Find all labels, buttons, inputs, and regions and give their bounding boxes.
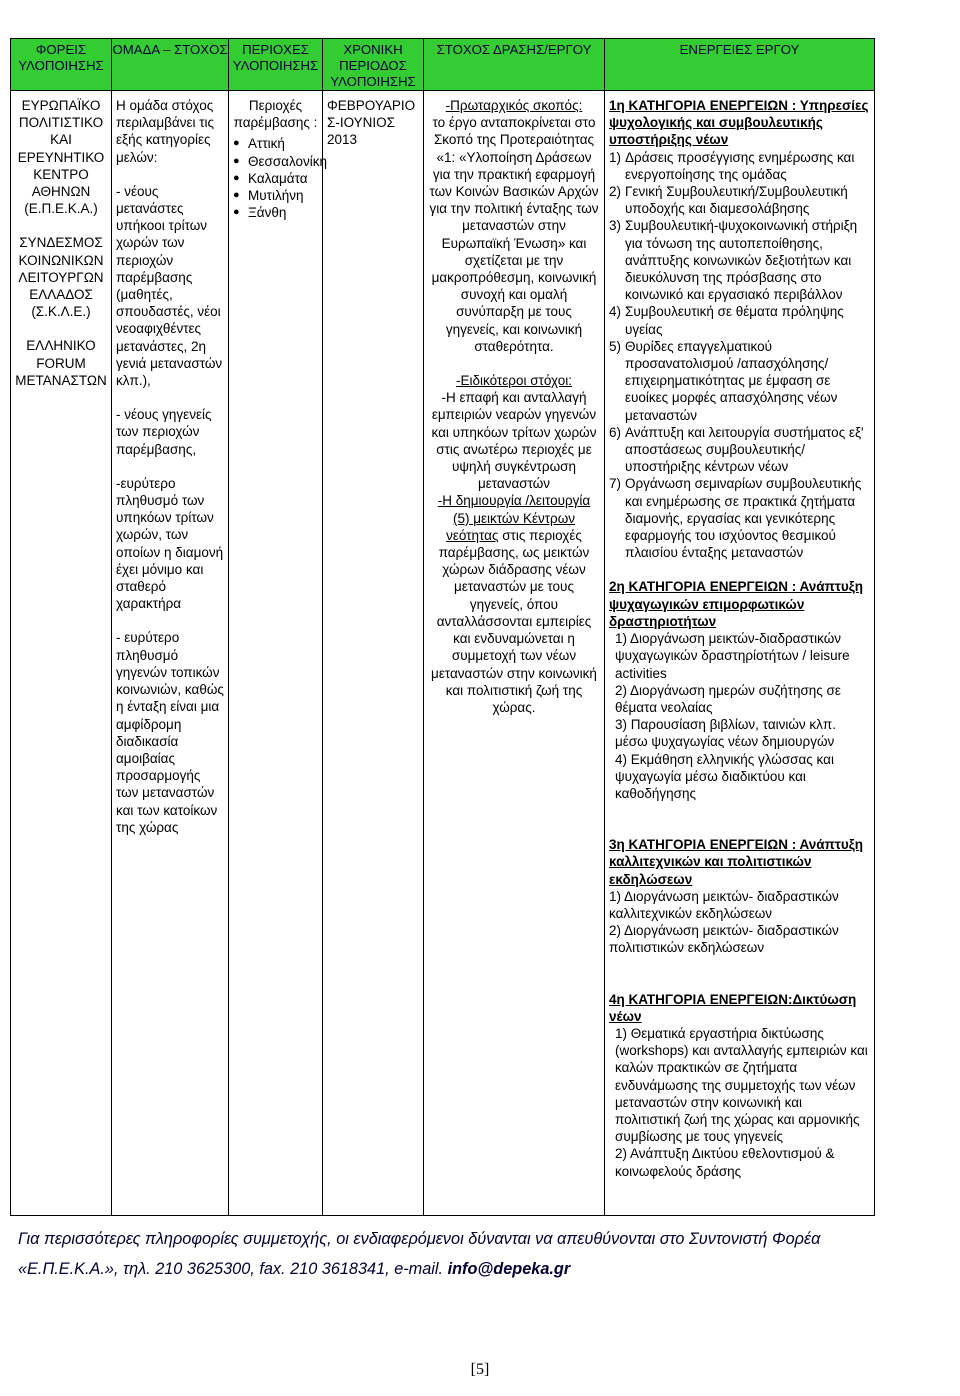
specific-goals-label: -Ειδικότεροι στόχοι: bbox=[456, 373, 572, 389]
specific-goal-2-underlined: -Η δημιουργία /λειτουργία (5) μεικτών Κέντρων νεότητας bbox=[437, 493, 591, 543]
list-item: ● Αττική bbox=[233, 135, 318, 152]
list-item: 4) Συμβουλευτική σε θέματα πρόληψης υγείας bbox=[609, 304, 844, 337]
category-1-list bbox=[609, 149, 870, 562]
list-item: 1) Διοργάνωση μεικτών-διαδραστικών ψυχαγωγικών δραστηρίοτήτων / leisure activities bbox=[615, 631, 850, 681]
list-item: 2) Διοργάνωση ημερών συζήτησης σε θέματα νεολαίας bbox=[615, 682, 841, 715]
list-item: 4) Εκμάθηση ελληνικής γλώσσας και ψυχαγωγία μέσω διαδικτύου και καθοδήγησης bbox=[615, 751, 834, 801]
list-item: 1) Δράσεις προσέγγισης ενημέρωσης και ενεργοποίησης της ομάδας bbox=[609, 149, 855, 182]
specific-goal-1: -Η επαφή και ανταλλαγή εμπειριών νεαρών γηγενών και υπηκόων τρίτων χωρών στις ανωτέρω περιοχές με υψηλή συγκέντρωση μεταναστών bbox=[431, 390, 597, 492]
list-item: 1) Θεματικά εργαστήρια δικτύωσης (workshops) και ανταλλαγής εμπειριών και καλών πρακτικών σε ζητήματα ενδυνάμωσης της συμμετοχής των νέων μεταναστών στην κοινωνική και πολιτιστική ζωή της χώρας και αρμονικής συμβίωσης με τους γηγενείς bbox=[615, 1025, 868, 1145]
table-row bbox=[11, 91, 875, 1216]
footer-line-2: «Ε.Π.Ε.Κ.Α.», τηλ. 210 3625300, fax. 210 3618341, e-mail. info@depeka.gr bbox=[18, 1260, 571, 1278]
category-3-title: 3η ΚΑΤΗΓΟΡΙΑ ΕΝΕΡΓΕΙΩΝ : Ανάπτυξη καλλιτεχνικών και πολιτιστικών εκδηλώσεων bbox=[609, 837, 863, 887]
cell-organizations bbox=[11, 91, 112, 1216]
header-areas: ΠΕΡΙΟΧΕΣ ΥΛΟΠΟΙΗΣΗΣ bbox=[229, 39, 323, 91]
category-1-title: 1η ΚΑΤΗΓΟΡΙΑ ΕΝΕΡΓΕΙΩΝ : Υπηρεσίες ψυχολογικής και συμβουλευτικής υποστήριξης νέων bbox=[609, 98, 869, 148]
specific-goal-2 bbox=[428, 492, 600, 716]
primary-goal-label: -Πρωταρχικός σκοπός: bbox=[445, 98, 583, 113]
category-2-title: 2η ΚΑΤΗΓΟΡΙΑ ΕΝΕΡΓΕΙΩΝ : Ανάπτυξη ψυχαγωγικών επιμορφωτικών δραστηριοτήτων bbox=[609, 579, 863, 629]
list-item: ● Μυτιλήνη bbox=[233, 187, 318, 204]
org-skle: ΣΥΝΔΕΣΜΟΣ ΚΟΙΝΩΝΙΚΩΝ ΛΕΙΤΟΥΡΓΩΝ ΕΛΛΑΔΟΣ (Σ.Κ.Λ.Ε.) bbox=[18, 235, 104, 320]
list-item: 5) Θυρίδες επαγγελματικού προσανατολισμού /απασχόλησης/επιχειρηματικότητας με έμφαση σε ευοίκες μορφές απασχόλησης νέων μεταναστών bbox=[609, 338, 838, 423]
areas-intro: Περιοχές παρέμβασης : bbox=[233, 98, 318, 131]
contact-footer bbox=[18, 1224, 918, 1284]
list-item: 2) Διοργάνωση μεικτών- διαδραστικών πολιτιστικών εκδηλώσεων bbox=[609, 923, 839, 956]
list-item: 3) Παρουσίαση βιβλίων, ταινιών κλπ. μέσω ψυχαγωγίας νέων δημιουργών bbox=[615, 717, 836, 750]
header-objective: ΣΤΟΧΟΣ ΔΡΑΣΗΣ/ΕΡΓΟΥ bbox=[424, 39, 605, 91]
list-item: 3) Συμβουλευτική-ψυχοκοινωνική στήριξη για τόνωση της αυτοπεποίθησης, ανάπτυξης κοινωνικών δεξιοτήτων και διευκόλυνση της πρόσβασης στο κοινωνικό και εργασιακό περιβάλλον bbox=[609, 218, 858, 303]
list-item: 2) Γενική Συμβουλευτική/Συμβουλευτική υποδοχής και διαμεσολάβησης bbox=[609, 184, 848, 217]
cell-areas bbox=[229, 91, 328, 1216]
primary-goal-text: το έργο ανταποκρίνεται στο Σκοπό της Προτεραιότητας «1: «Υλοποίηση Δράσεων για την πρακτική εφαρμογή των Κοινών Βασικών Αρχών για την πολιτική ένταξης των μεταναστών στην Ευρωπαϊκή Ένωση» και σχετίζεται με την μακροπρόθεσμη, κοινωνική συνοχή και ομαλή συνύπαρξη με τους γηγενείς, και κοινωνική σταθερότητα. bbox=[429, 115, 599, 354]
target-intro: Η ομάδα στόχος περιλαμβάνει τις εξής κατηγορίες μελών: bbox=[116, 98, 215, 165]
specific-goal-2-rest: στις περιοχές παρέμβασης, ως μεικτών χώρων διάδρασης νέων μεταναστών με τους γηγενείς, όπου ανταλλάσσονται εμπειρίες και ενδυναμώνεται η συμμετοχή των νέων μεταναστών στην κοινωνική και πολιτιστική ζωή της χώρας. bbox=[431, 527, 597, 715]
category-4-title: 4η ΚΑΤΗΓΟΡΙΑ ΕΝΕΡΓΕΙΩΝ:Δικτύωση νέων bbox=[609, 991, 857, 1024]
org-forum: ΕΛΛΗΝΙΚΟ FORUM ΜΕΤΑΝΑΣΤΩΝ bbox=[15, 338, 107, 388]
cell-objective bbox=[424, 91, 605, 1216]
period-text: ΦΕΒΡΟΥΑΡΙΟ Σ-ΙΟΥΝΙΟΣ 2013 bbox=[327, 98, 416, 148]
target-young-migrants: - νέους μετανάστες υπήκοοι τρίτων χωρών των περιοχών παρέμβασης (μαθητές, σπουδαστές, νέοι νεοαφιχθέντες μετανάστες, 2η γενιά μεταναστών κλπ.), bbox=[116, 183, 223, 389]
target-young-natives: - νέους γηγενείς των περιοχών παρέμβασης, bbox=[116, 407, 212, 457]
footer-line-1: Για περισσότερες πληροφορίες συμμετοχής, οι ενδιαφερόμενοι δύνανται να απευθύνονται στο Συντονιστή Φορέα bbox=[18, 1230, 821, 1248]
list-item: 2) Ανάπτυξη Δικτύου εθελοντισμού & κοινωφελούς δράσης bbox=[615, 1146, 835, 1179]
header-target-group: ΟΜΑΔΑ – ΣΤΟΧΟΣ bbox=[112, 39, 229, 91]
target-wider-natives: - ευρύτερο πληθυσμό γηγενών τοπικών κοινωνιών, καθώς η ένταξη είναι μια αμφίδρομη διαδικασία αμοιβαίας προσαρμογής των μεταναστών και των κατοίκων της χώρας bbox=[116, 630, 224, 835]
list-item: 1) Διοργάνωση μεικτών- διαδραστικών καλλιτεχνικών εκδηλώσεων bbox=[609, 888, 839, 921]
list-item: 6) Ανάπτυξη και λειτουργία συστήματος εξ' αποστάσεως συμβουλευτικής/ υποστήριξης κέντρων νέων bbox=[609, 424, 864, 475]
cell-target-group bbox=[112, 91, 229, 1216]
activities-table bbox=[10, 38, 875, 1216]
areas-list bbox=[233, 135, 328, 221]
list-item: ● Ξάνθη bbox=[233, 204, 318, 221]
header-organizations: ΦΟΡΕΙΣ ΥΛΟΠΟΙΗΣΗΣ bbox=[11, 39, 112, 91]
list-item: ● Καλαμάτα bbox=[233, 170, 318, 187]
list-item: ● Θεσσαλονίκη bbox=[233, 153, 318, 170]
cell-period bbox=[323, 91, 424, 1216]
cell-actions bbox=[605, 91, 875, 1216]
contact-email-link[interactable]: info@depeka.gr bbox=[447, 1260, 571, 1278]
list-item: 7) Οργάνωση σεμιναρίων συμβουλευτικής και ενημέρωσης σε πρακτικά ζητήματα διαμονής, εργασίας και γενικότερης εφαρμογής του ισχύοντος θεσμικού πλαισίου ένταξης μεταναστών bbox=[609, 476, 862, 561]
page-number: [5] bbox=[470, 1361, 490, 1378]
target-wider-migrants: -ευρύτερο πληθυσμό των υπηκόων τρίτων χωρών, των οποίων η διαμονή έχει μόνιμο και σταθερό χαρακτήρα bbox=[116, 475, 224, 612]
org-epeka: ΕΥΡΩΠΑΪΚΟ ΠΟΛΙΤΙΣΤΙΚΟ ΚΑΙ ΕΡΕΥΝΗΤΙΚΟ ΚΕΝΤΡΟ ΑΘΗΝΩΝ (Ε.Π.Ε.Κ.Α.) bbox=[17, 98, 105, 217]
table-header-row bbox=[11, 39, 875, 91]
header-actions: ΕΝΕΡΓΕΙΕΣ ΕΡΓΟΥ bbox=[605, 39, 875, 91]
header-period: ΧΡΟΝΙΚΗ ΠΕΡΙΟΔΟΣ ΥΛΟΠΟΙΗΣΗΣ bbox=[323, 39, 424, 91]
